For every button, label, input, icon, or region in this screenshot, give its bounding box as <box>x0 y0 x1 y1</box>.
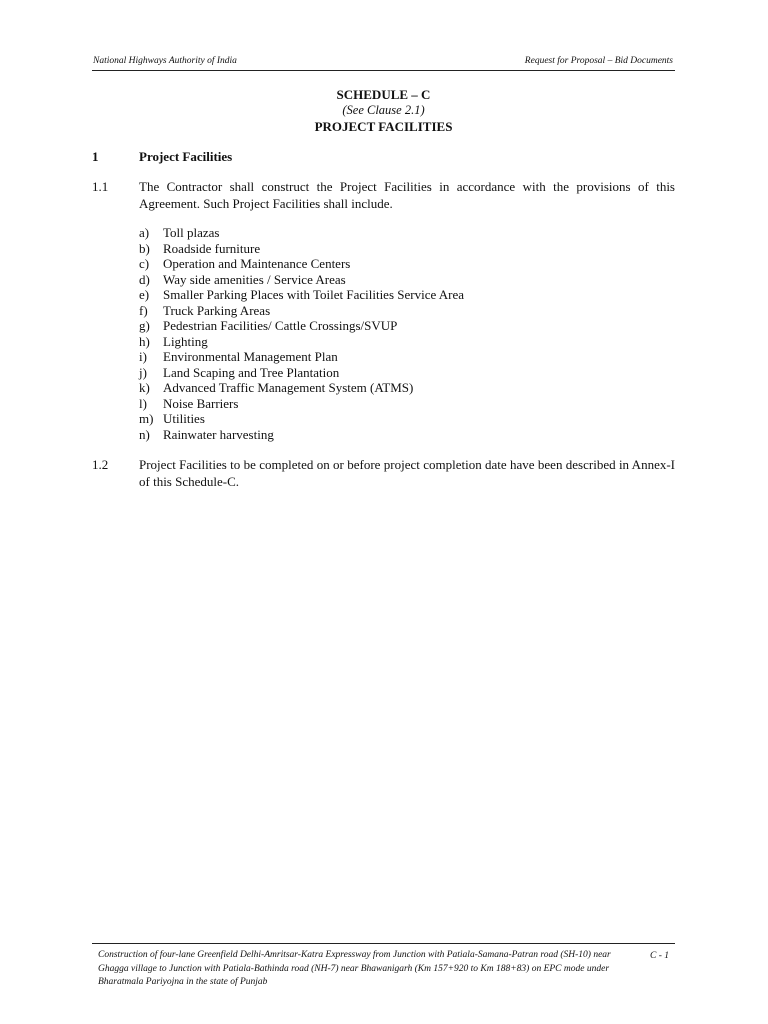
header-organization: National Highways Authority of India <box>93 56 237 66</box>
list-item-letter: l) <box>139 395 147 411</box>
list-item-letter: b) <box>139 240 150 256</box>
list-item <box>139 318 464 334</box>
list-item-text: Smaller Parking Places with Toilet Facilities Service Area <box>163 287 465 302</box>
clause-text: Project Facilities to be completed on or before project completion date have been described in Annex-I of this Schedule-C. <box>139 457 675 489</box>
clause-number: 1.2 <box>92 457 109 472</box>
list-item <box>139 365 464 381</box>
list-item-text: Utilities <box>163 411 205 426</box>
list-item <box>139 287 464 303</box>
list-item-text: Roadside furniture <box>163 240 261 256</box>
list-item-letter: n) <box>139 426 150 442</box>
page-footer <box>92 943 675 987</box>
header-document-type: Request for Proposal – Bid Documents <box>524 56 673 66</box>
list-item-text: Way side amenities / Service Areas <box>163 271 346 287</box>
list-item <box>139 396 464 412</box>
list-item-letter: j) <box>139 364 147 380</box>
list-item <box>139 349 464 365</box>
schedule-title: SCHEDULE – C <box>336 87 431 102</box>
list-item <box>139 334 464 350</box>
clause-number: 1.1 <box>92 179 109 194</box>
list-item <box>139 241 464 257</box>
list-item-text: Lighting <box>163 333 208 349</box>
clause-text: The Contractor shall construct the Project Facilities in accordance with the provisions of this Agreement. Such Project Facilities shall include. <box>139 179 675 211</box>
list-item <box>139 225 464 241</box>
list-item <box>139 303 464 319</box>
list-item-letter: i) <box>139 349 147 364</box>
list-item <box>139 427 464 443</box>
facility-list <box>139 225 464 442</box>
list-item-letter: k) <box>139 380 150 395</box>
list-item-letter: f) <box>139 302 148 318</box>
list-item-letter: a) <box>139 225 150 240</box>
list-item-text: Land Scaping and Tree Plantation <box>163 364 340 380</box>
page-title: PROJECT FACILITIES <box>314 119 453 134</box>
clause-reference: (See Clause 2.1) <box>342 103 425 117</box>
clause-1-1 <box>92 179 675 212</box>
list-item-text: Truck Parking Areas <box>163 302 271 318</box>
page-number: C - 1 <box>650 951 669 961</box>
list-item <box>139 272 464 288</box>
list-item-letter: c) <box>139 256 150 271</box>
footer-project-description: Construction of four-lane Greenfield Delhi-Amritsar-Katra Expressway from Junction with Patiala-Samana-Patran road (SH-10) near Ghagga village to Junction with Patiala-Bathinda road (NH-7) near Bhawanigarh (Km 157+920 to Km 188+83) on EPC mode under Bharatmala Pariyojna in the state of Punjab <box>98 950 611 987</box>
list-item-text: Operation and Maintenance Centers <box>163 256 351 271</box>
section-title: Project Facilities <box>139 149 233 164</box>
list-item-letter: m) <box>139 411 154 426</box>
list-item-text: Noise Barriers <box>163 395 239 411</box>
page-header <box>92 56 675 71</box>
list-item-text: Rainwater harvesting <box>163 426 274 442</box>
list-item-letter: d) <box>139 271 150 287</box>
list-item <box>139 256 464 272</box>
list-item-text: Advanced Traffic Management System (ATMS) <box>163 380 414 395</box>
list-item-letter: e) <box>139 287 150 302</box>
list-item-letter: h) <box>139 333 150 349</box>
list-item <box>139 411 464 427</box>
section-number: 1 <box>92 149 99 164</box>
clause-1-2 <box>92 457 675 490</box>
list-item-text: Toll plazas <box>163 225 220 240</box>
list-item-text: Environmental Management Plan <box>163 349 338 364</box>
list-item-text: Pedestrian Facilities/ Cattle Crossings/SVUP <box>163 318 398 333</box>
list-item-letter: g) <box>139 318 150 333</box>
list-item <box>139 380 464 396</box>
